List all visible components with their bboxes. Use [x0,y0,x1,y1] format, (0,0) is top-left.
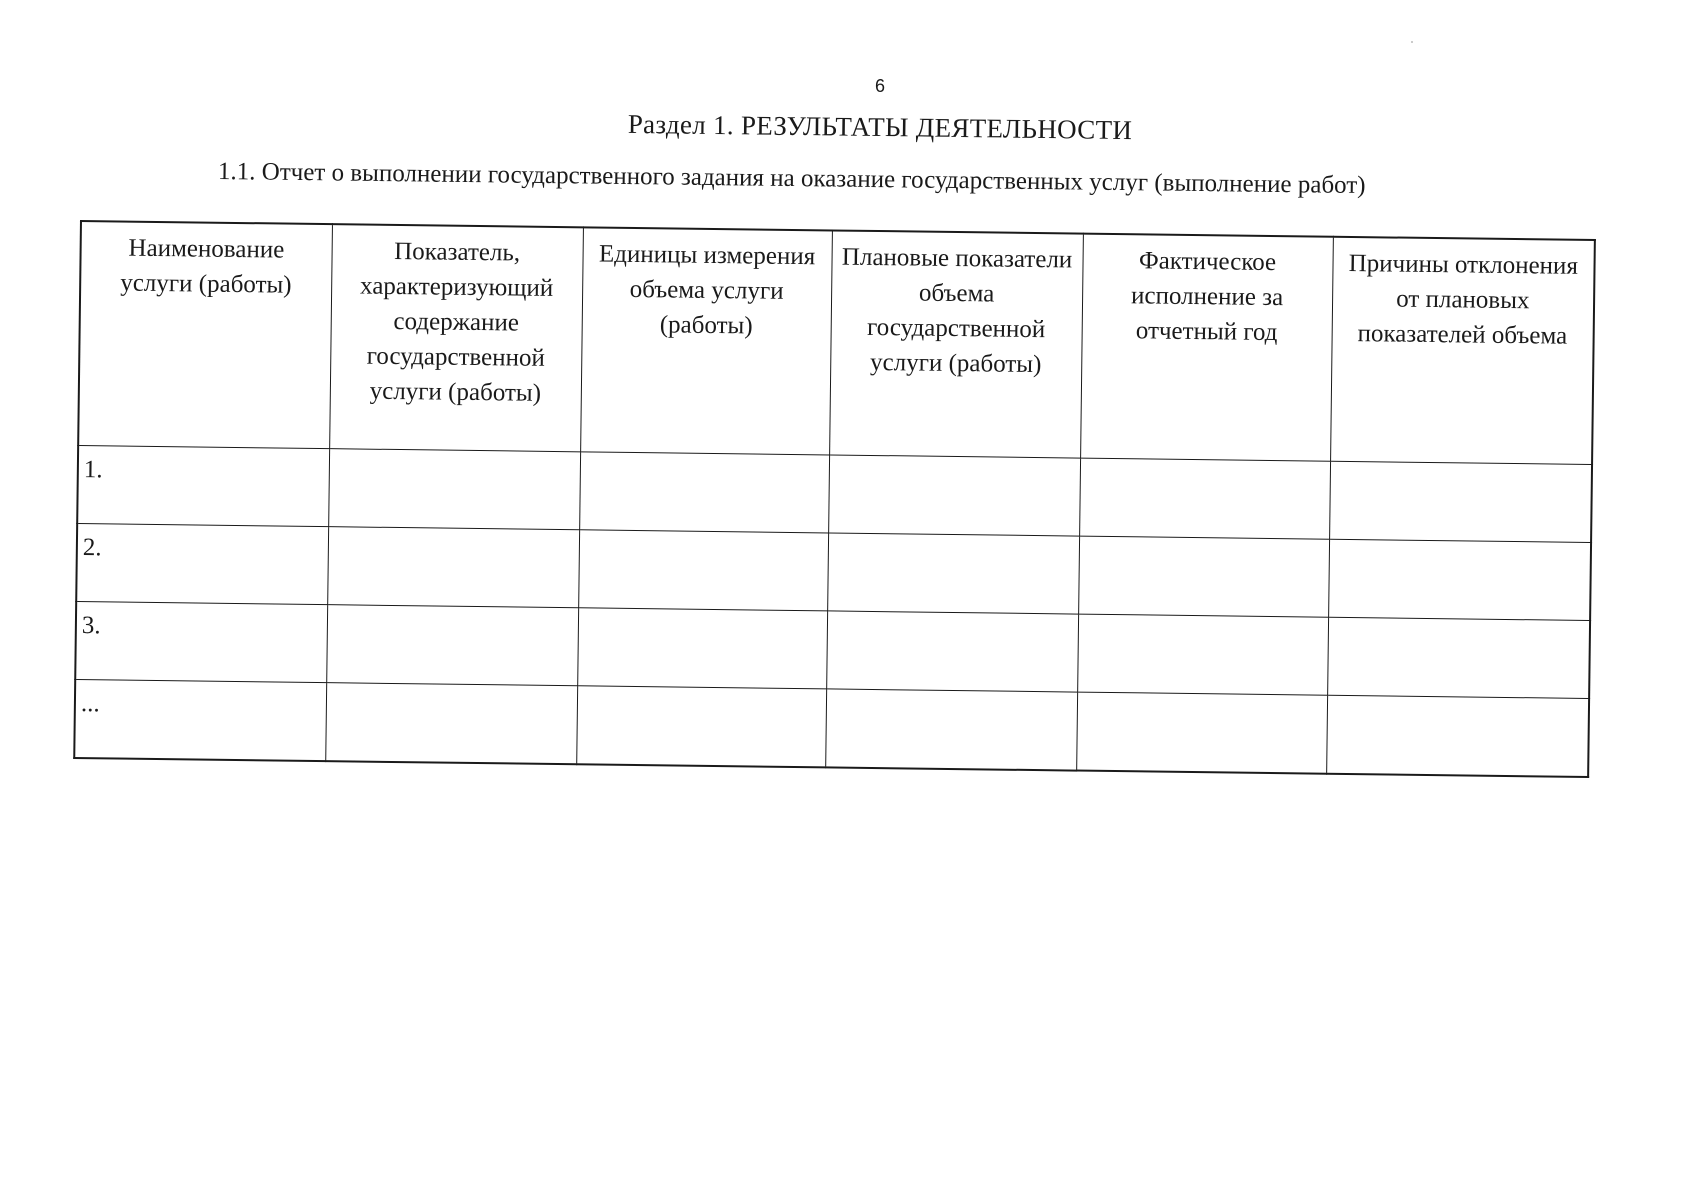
table-cell [1079,458,1330,539]
header-units: Единицы измерения объема услуги (работы) [580,227,832,455]
table-cell [826,611,1078,692]
section-title: Раздел 1. РЕЗУЛЬТАТЫ ДЕЯТЕЛЬНОСТИ [627,108,1133,146]
table-cell [576,686,826,768]
scan-speck [1411,41,1413,43]
table-cell [825,689,1077,771]
table-cell [1077,614,1328,695]
row-number: ... [80,690,100,718]
table-cell [326,605,578,686]
header-actual: Фактическое исполнение за отчетный год [1080,234,1333,462]
table-cell [1327,617,1590,698]
table-cell [578,530,828,611]
row-number: 3. [81,612,101,640]
header-deviation-reasons: Причины отклонения от плановых показателей объема [1330,237,1595,465]
row-label-cell [74,679,326,761]
row-label-cell [75,601,327,682]
table-cell [1076,692,1327,774]
report-table-container [73,220,1594,778]
table-cell [1328,539,1591,620]
table-cell [328,449,580,530]
table-cell [1078,536,1329,617]
table-cell [577,608,827,689]
table-cell [827,533,1079,614]
table-cell [579,452,829,533]
row-number: 2. [82,534,102,562]
table-cell [1329,461,1592,542]
row-label-cell [76,523,328,604]
row-label-cell [77,445,329,526]
table-cell [327,527,579,608]
row-number: 1. [83,456,103,484]
table-cell [828,455,1080,536]
header-indicator: Показатель, характеризующий содержание государственной услуги (работы) [329,224,583,452]
header-planned: Плановые показатели объема государственной услуги (работы) [829,230,1083,458]
report-subtitle: 1.1. Отчет о выполнении государственного задания на оказание государственных услуг (выполнение работ) [217,158,1366,200]
page-number: 6 [874,76,885,96]
table-cell [325,683,577,765]
report-table [73,220,1596,778]
table-header-row [78,221,1595,465]
table-cell [1326,695,1589,777]
header-service-name: Наименование услуги (работы) [78,221,332,449]
